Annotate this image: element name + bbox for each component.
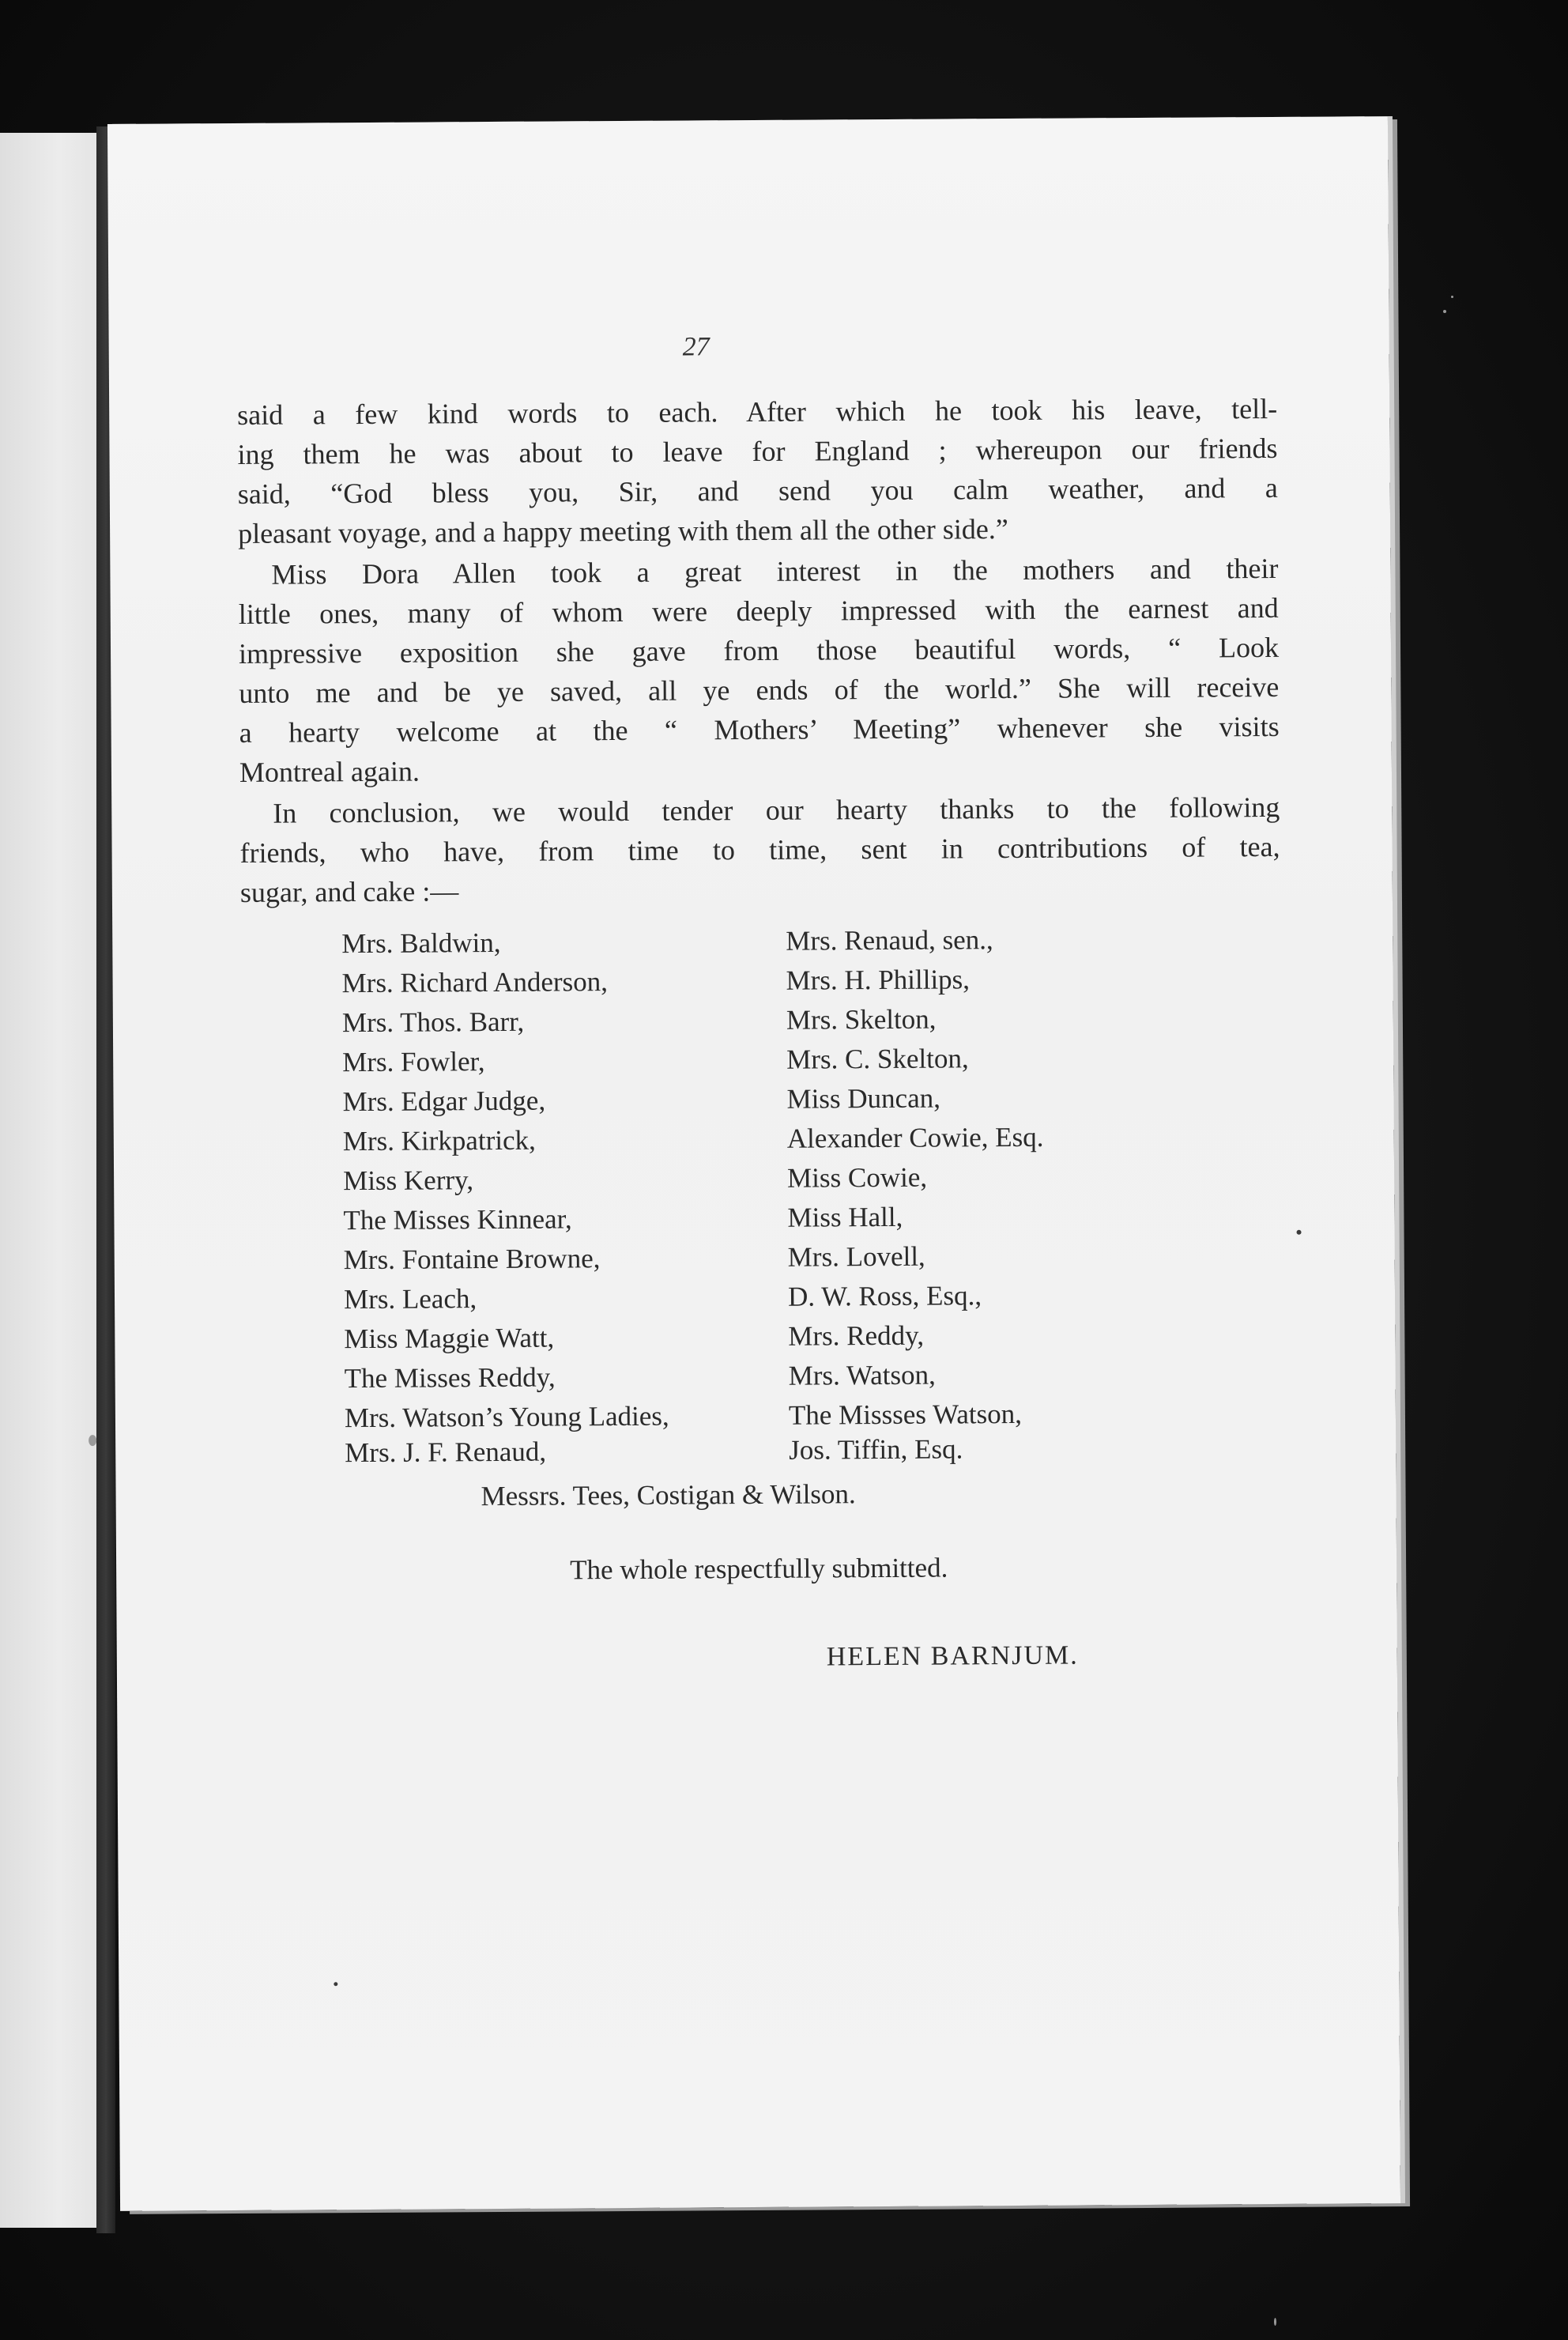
page-number: 27 xyxy=(682,332,710,362)
contributor-name: Mrs. Edgar Judge, xyxy=(342,1085,546,1118)
contributors-right-column xyxy=(786,920,1046,1470)
contributors-left-column xyxy=(341,923,669,1473)
contributor-name: Mrs. Fowler, xyxy=(342,1046,485,1078)
contributor-name: Jos. Tiffin, Esq. xyxy=(789,1433,963,1466)
paragraph-3-line-2: friends, who have, from time to time, sent in contributions of tea, xyxy=(239,830,1280,869)
contributor-name: Mrs. C. Skelton, xyxy=(786,1043,969,1075)
film-speck xyxy=(1451,296,1453,298)
contributor-name: Mrs. Lovell, xyxy=(787,1240,925,1273)
contributor-name: Mrs. Reddy, xyxy=(788,1319,925,1352)
previous-page-edge xyxy=(0,133,98,2228)
paragraph-2-line-6: Montreal again. xyxy=(239,755,420,788)
contributor-name: Miss Kerry, xyxy=(343,1164,474,1197)
contributor-name: Mrs. Leach, xyxy=(343,1283,477,1315)
film-speck xyxy=(1443,310,1446,313)
contributor-name: Miss Duncan, xyxy=(786,1082,941,1115)
contributor-name: Miss Hall, xyxy=(787,1201,903,1233)
film-speck xyxy=(1274,2318,1276,2326)
paragraph-2-line-5: a hearty welcome at the “ Mothers’ Meeting” whenever she visits xyxy=(239,710,1280,749)
paragraph-2-line-2: little ones, many of whom were deeply impressed with the earnest and xyxy=(238,591,1279,630)
paragraph-1-line-4: pleasant voyage, and a happy meeting with them all the other side.” xyxy=(237,513,1008,549)
contributor-name: Mrs. Richard Anderson, xyxy=(341,966,609,999)
contributor-name: Mrs. Renaud, sen., xyxy=(786,924,993,957)
contributors-footer: Messrs. Tees, Costigan & Wilson. xyxy=(481,1478,856,1512)
contributor-name: The Misses Kinnear, xyxy=(343,1203,572,1236)
contributor-name: Miss Maggie Watt, xyxy=(344,1322,555,1355)
contributor-name: The Misses Reddy, xyxy=(344,1361,556,1395)
contributor-name: Mrs. Fontaine Browne, xyxy=(343,1243,601,1276)
dust-speck xyxy=(89,1435,96,1446)
contributor-name: Mrs. J. F. Renaud, xyxy=(345,1436,547,1469)
signature: HELEN BARNJUM. xyxy=(826,1640,1079,1672)
contributor-name: Mrs. H. Phillips, xyxy=(786,964,971,996)
contributor-name: Alexander Cowie, Esq. xyxy=(786,1121,1044,1154)
contributor-name: The Missses Watson, xyxy=(788,1398,1023,1431)
contributor-name: Miss Cowie, xyxy=(786,1161,928,1194)
paragraph-3-line-3: sugar, and cake :— xyxy=(239,875,459,908)
contributor-name: Mrs. Thos. Barr, xyxy=(341,1006,525,1039)
paragraph-1-line-3: said, “God bless you, Sir, and send you calm weather, and a xyxy=(237,471,1278,510)
dust-speck xyxy=(1297,1230,1302,1235)
paragraph-2-line-4: unto me and be ye saved, all ye ends of the world.” She will receive xyxy=(239,670,1280,709)
contributor-name: Mrs. Watson’s Young Ladies, xyxy=(344,1400,669,1434)
contributor-name: Mrs. Watson, xyxy=(788,1359,936,1391)
dust-speck xyxy=(334,1982,337,1986)
contributor-name: D. W. Ross, Esq., xyxy=(787,1280,982,1312)
contributor-name: Mrs. Baldwin, xyxy=(341,927,501,960)
paragraph-2-line-1: Miss Dora Allen took a great interest in the mothers and their xyxy=(271,552,1279,591)
closing-line: The whole respectfully submitted. xyxy=(570,1552,948,1586)
paragraph-2-line-3: impressive exposition she gave from those beautiful words, “ Look xyxy=(238,631,1280,670)
paragraph-3-line-1: In conclusion, we would tender our hearty thanks to the following xyxy=(273,791,1280,829)
paragraph-1-line-1: said a few kind words to each. After which he took his leave, tell- xyxy=(237,392,1278,431)
paragraph-1-line-2: ing them he was about to leave for England ; whereupon our friends xyxy=(237,432,1278,470)
document-page xyxy=(107,116,1400,2211)
contributor-name: Mrs. Kirkpatrick, xyxy=(342,1124,536,1157)
contributor-name: Mrs. Skelton, xyxy=(786,1003,937,1036)
